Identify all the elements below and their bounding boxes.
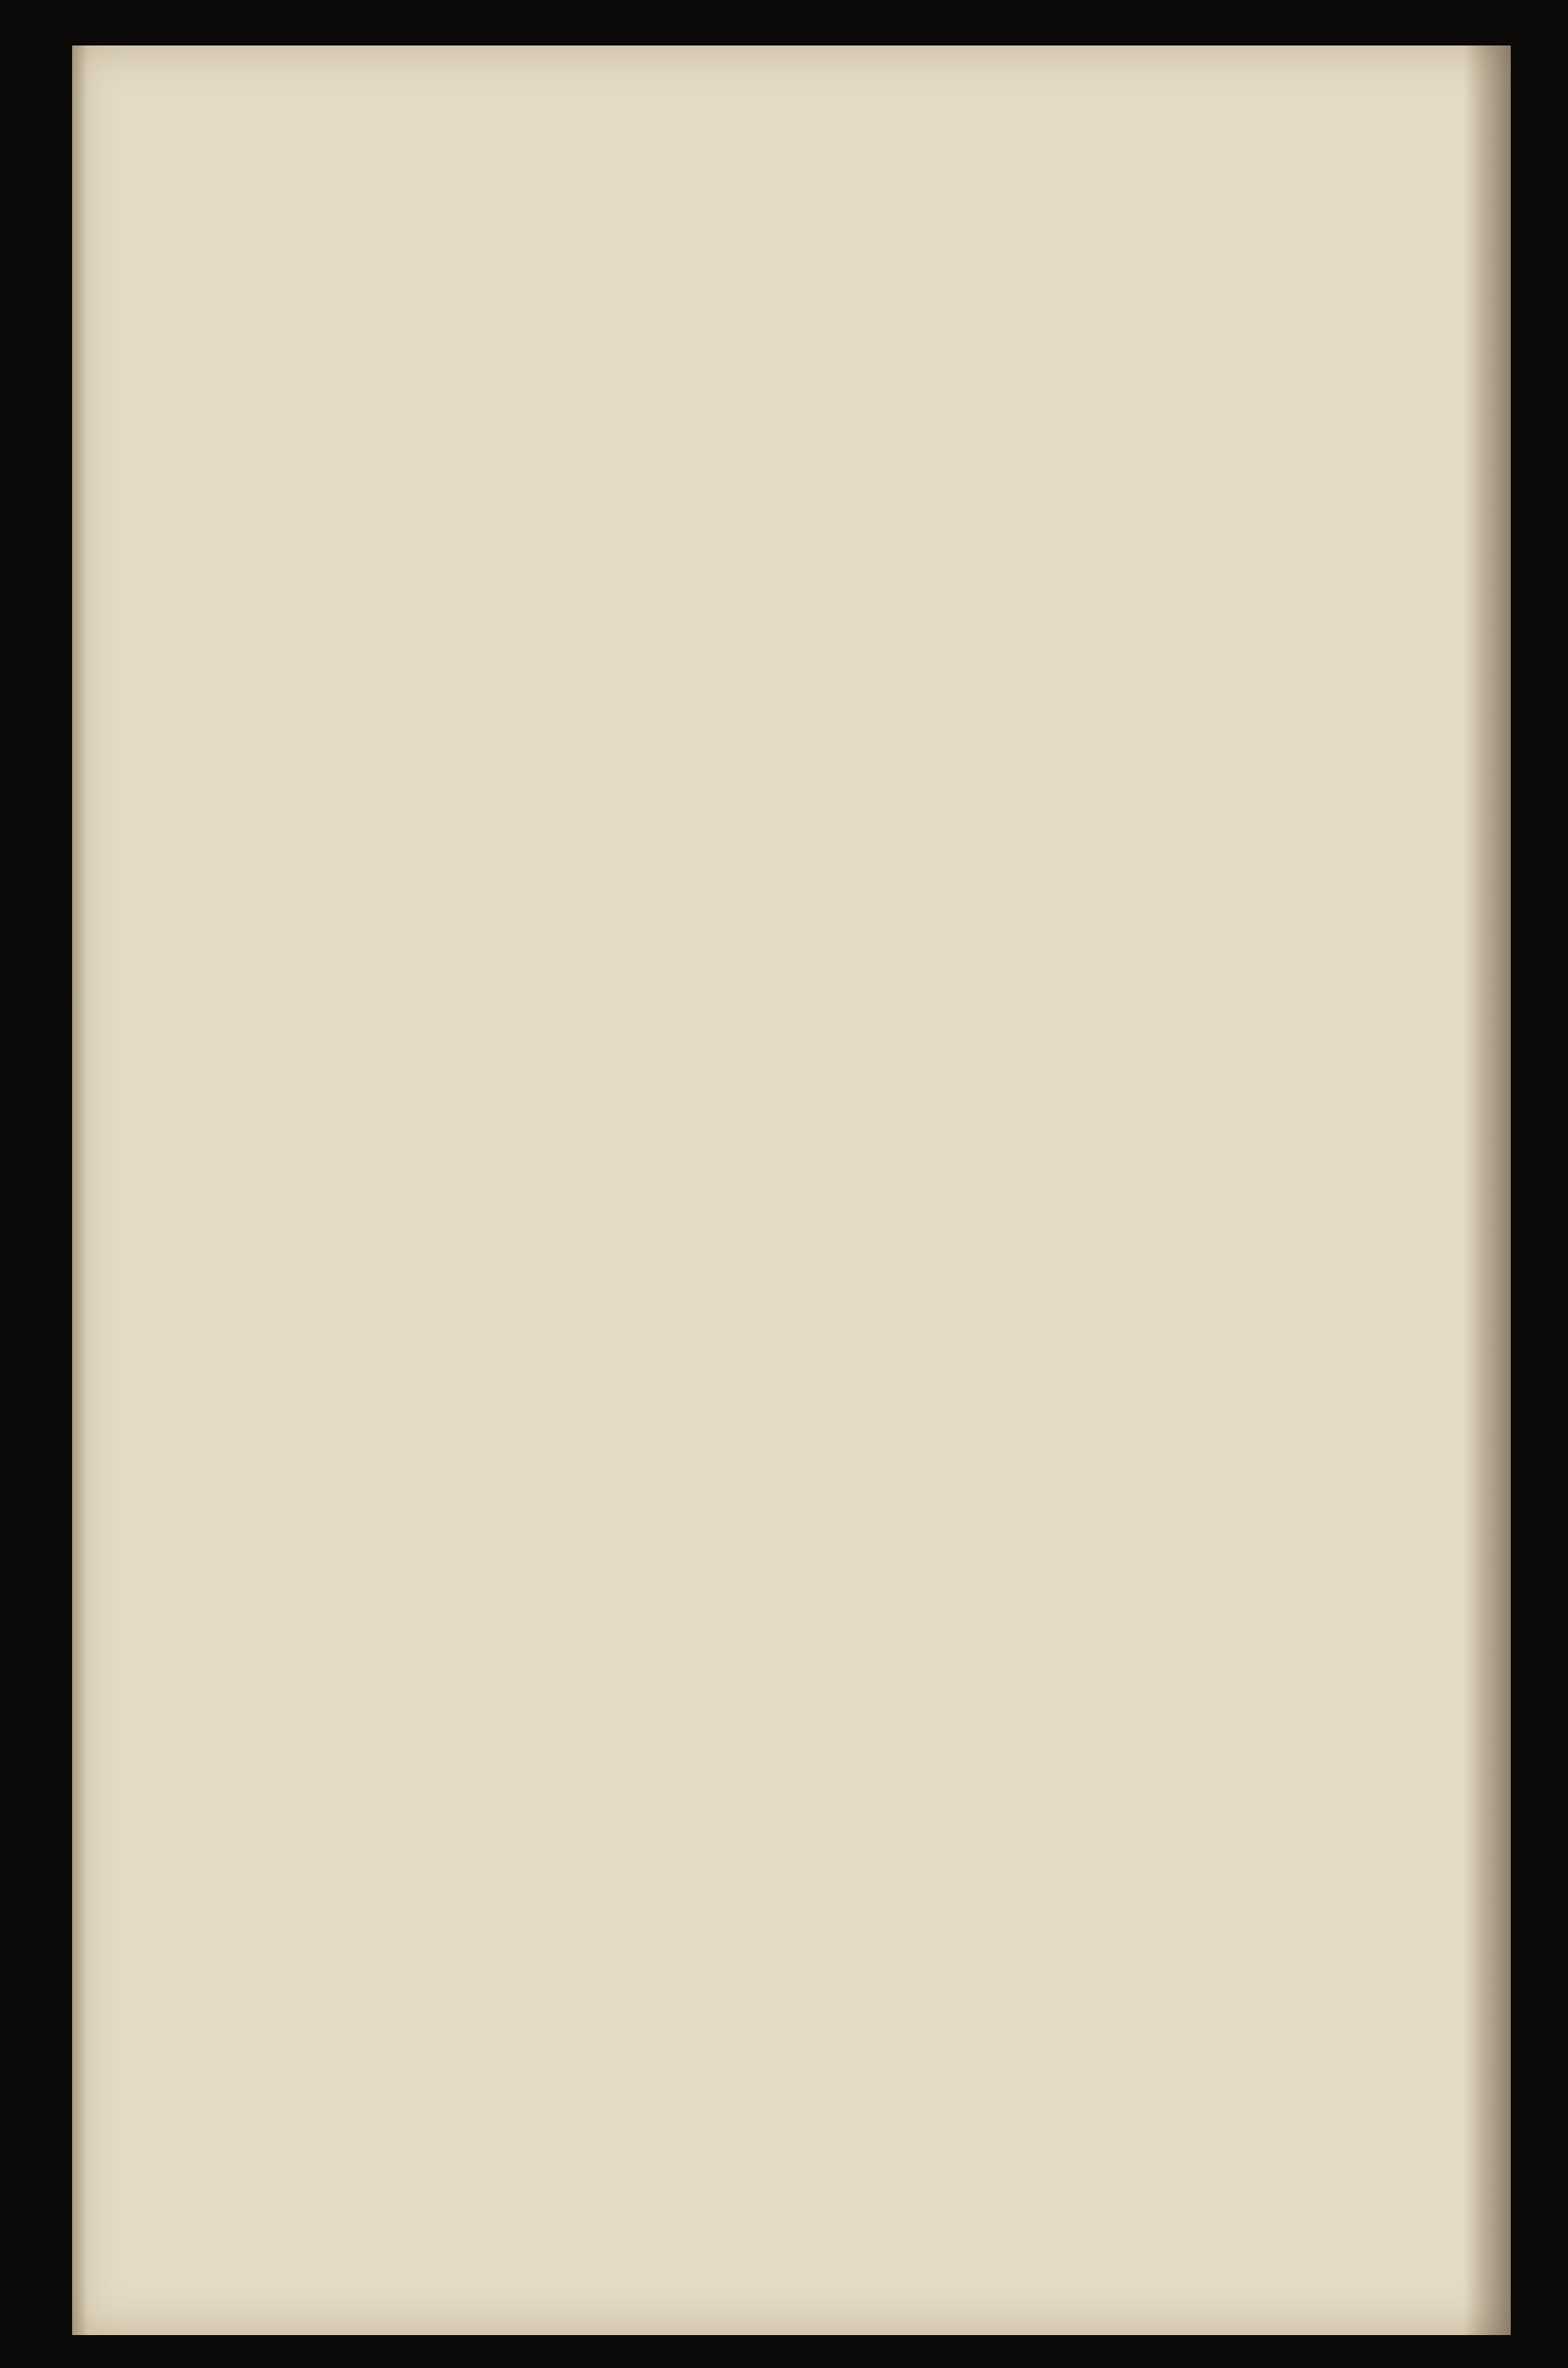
page-content: [160, 93, 1399, 221]
running-header: [160, 93, 1399, 163]
page-gutter-shadow: [72, 45, 88, 2335]
book-page: [72, 45, 1511, 2335]
page-edge-shadow: [1464, 45, 1511, 2335]
